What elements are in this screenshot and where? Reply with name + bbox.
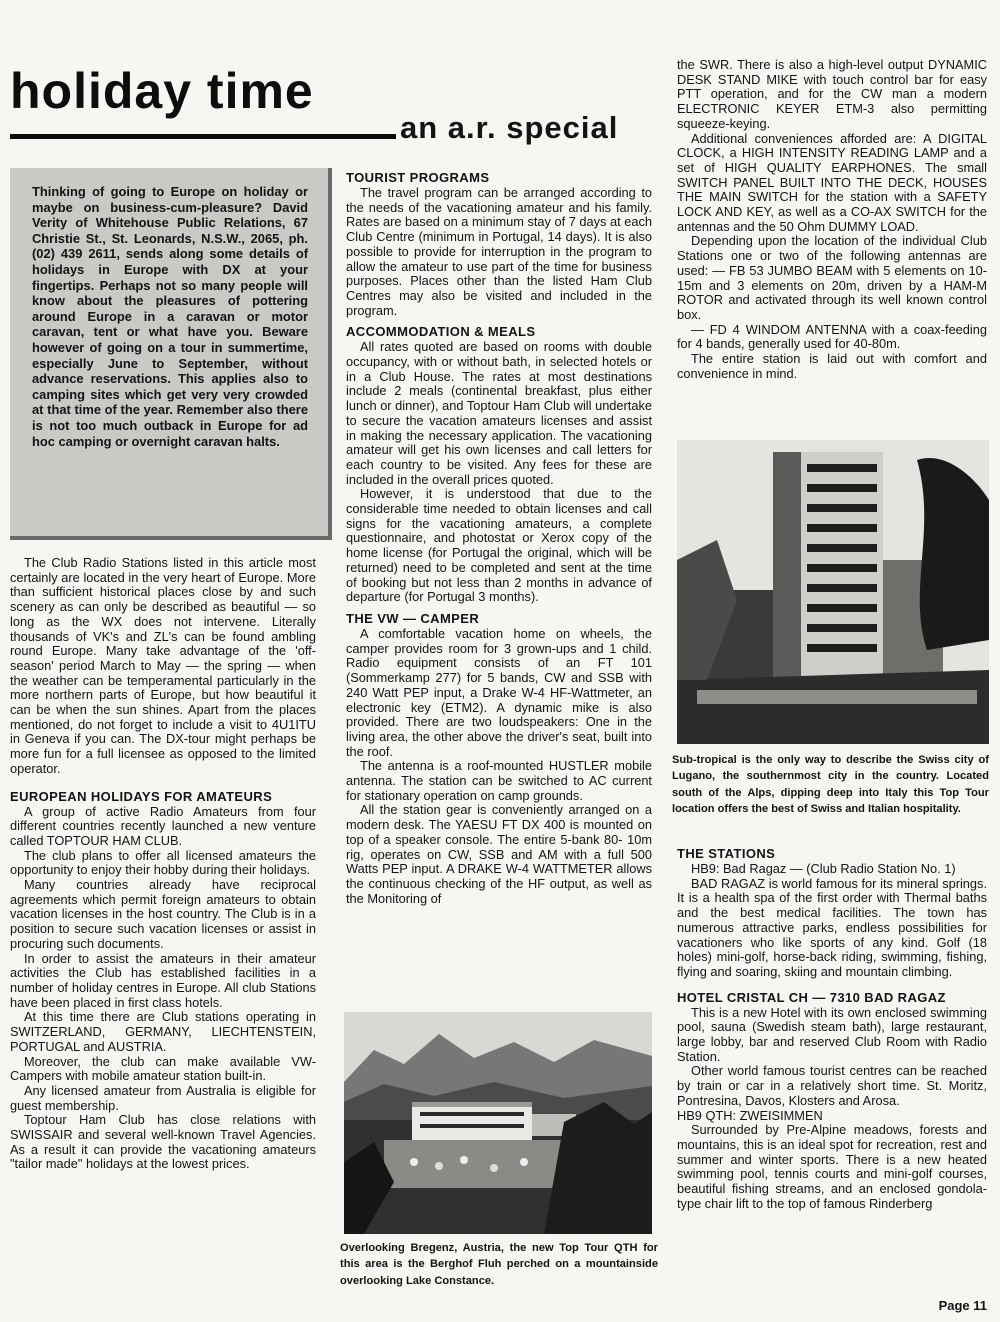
paragraph: However, it is understood that due to the considerable time needed to obtain licenses and call signs for the vacationing amateurs, a complete questionnaire, and photostat or Xerox copy of the home license (for Portugal the original, which will be returned) need to be completed and sent at the time of booking but not less than 2 months in advance of departure (for Portugal 3 months). [346,486,652,605]
paragraph: Additional conveniences afforded are: A DIGITAL CLOCK, a HIGH INTENSITY READING LAMP and a set of HIGH QUALITY EARPHONES. The small SWITCH PANEL BUILT INTO THE DECK, HOUSES THE MAIN SWITCH for the station with a SAFETY LOCK AND KEY, as well as a CO-AX SWITCH for the antennas and the 50 Ohm DUMMY LOAD. [677,130,987,234]
section-heading: THE STATIONS [677,846,776,861]
section-heading: EUROPEAN HOLIDAYS FOR AMATEURS [10,788,273,804]
paragraph: In order to assist the amateurs in their amateur activities the Club has established facilities in a number of holiday centres in Europe. All club Stations have been placed in first class hotels. [10,950,316,1010]
title-rule [10,134,396,139]
column-3-continued [677,846,987,1211]
paragraph: Other world famous tourist centres can be reached by train or car in a relatively short time. St. Moritz, Pontresina, Davos, Klosters and Arosa. [677,1063,987,1108]
paragraph: A group of active Radio Amateurs from four different countries recently launched a new venture called TOPTOUR HAM CLUB. [10,803,316,848]
column-2 [346,170,652,906]
paragraph: Surrounded by Pre-Alpine meadows, forests and mountains, this is an ideal spot for recreation, rest and summer and winter sports. There is a new heated swimming pool, tennis courts and mini-golf courses, beautiful fishing streams, and an enclosed gondola-type chair lift to the top of famous Rinderberg [677,1122,987,1211]
article-title: holiday time [10,63,314,119]
paragraph: — FD 4 WINDOM ANTENNA with a coax-feeding for 4 bands, generally used for 40-80m. [677,321,987,352]
paragraph: This is a new Hotel with its own enclosed swimming pool, sauna (Swedish steam bath), large restaurant, large lobby, bar and reserved Club Room with Radio Station. [677,1004,987,1064]
paragraph: Any licensed amateur from Australia is eligible for guest membership. [10,1082,316,1113]
column-1 [10,556,316,1172]
paragraph: The travel program can be arranged according to the needs of the vacationing amateur and his family. Rates are based on a minimum stay of 7 days at each Club Centre (minimum in Portugal, 14 days). It is also possible to provide for interruption in the program to allow the amateur to use part of the time for business purposes. Places other than the listed Ham Club Centres may also be visited and included in the program. [346,185,652,318]
page-number: Page 11 [938,1298,987,1313]
bregenz-photo-caption: Overlooking Bregenz, Austria, the new Top Tour QTH for this area is the Berghof Fluh perched on a mountainside overlooking Lake Constance. [340,1242,658,1287]
section-heading: TOURIST PROGRAMS [346,170,490,185]
intro-box [10,168,332,540]
paragraph: All rates quoted are based on rooms with double occupancy, with or without bath, in selected hotels or in a Club House. The rates at most destinations include 2 meals (continental breakfast, plus either lunch or dinner), and Toptour Ham Club will undertake to secure the vacation amateurs licenses and assist in making the necessary application. The vacationing amateur will get his own licenses and call letters for each country to be visited. Any fees for these are included in the overall prices quoted. [346,339,652,487]
paragraph: Many countries already have reciprocal agreements which permit foreign amateurs to obtain vacation licenses in the host country. The Club is in a position to secure such vacation licenses or assist in procuring such documents. [10,877,316,951]
paragraph: HB9: Bad Ragaz — (Club Radio Station No. 1) [691,861,956,876]
section-heading: HOTEL CRISTAL CH — 7310 BAD RAGAZ [677,989,946,1005]
paragraph: All the station gear is conveniently arranged on a modern desk. The YAESU FT DX 400 is mounted on top of a speaker console. The entire 5-bank 80- 10m rig, operates on CW, SSB and AM with a full 500 Watts PEP input. A DRAKE W-4 WATTMETER allows the continuous checking of the HF output, as well as the Monitoring of [346,802,652,906]
paragraph: Toptour Ham Club has close relations with SWISSAIR and several well-known Travel Agencies. As a result it can provide the vacationing amateurs "tailor made" holidays at the lowest prices. [10,1112,316,1172]
paragraph: The antenna is a roof-mounted HUSTLER mobile antenna. The station can be switched to AC current for stationary operation on camp grounds. [346,758,652,803]
paragraph: The entire station is laid out with comfort and convenience in mind. [677,351,987,381]
section-heading: THE VW — CAMPER [346,610,480,626]
paragraph: The Club Radio Stations listed in this article most certainly are located in the very heart of Europe. More than sufficient historical places close by and such scenery as can only be described as beautiful — so long as the WX does not intervene. Literally thousands of VK's and ZL's can be found ambling round Europe. Many take advantage of the 'off-season' period March to May — the spring — when the weather can be temperamental particularly in the more northern parts of Europe, but how beautiful it can be when the sun shines. Apart from the places mentioned, do not forget to include a visit to 4U1ITU in Geneva if you can. The DX-tour might perhaps be more fun for a full licensee as opposed to the limited operator. [10,555,316,776]
paragraph: At this time there are Club stations operating in SWITZERLAND, GERMANY, LIECHTENSTEIN, PORTUGAL and AUSTRIA. [10,1009,316,1054]
bregenz-hotel-photo [344,1012,652,1234]
column-3 [677,58,987,381]
lugano-photo-caption: Sub-tropical is the only way to describe the Swiss city of Lugano, the southernmost city in the country. Located south of the Alps, dipping deep into Italy this Top Tour location offers the best of Swiss and Italian hospitality. [672,754,989,816]
paragraph: The club plans to offer all licensed amateurs the opportunity to enjoy their hobby during their holidays. [10,847,316,878]
paragraph: Moreover, the club can make available VW-Campers with mobile amateur station built-in. [10,1053,316,1084]
article-subtitle: an a.r. special [400,110,619,145]
intro-text: Thinking of going to Europe on holiday or maybe on business-cum-pleasure? David Verity of Whitehouse Public Relations, 67 Christie St., St. Leonards, N.S.W., 2065, ph. (02) 439 2611, sends along some details of holidays in Europe with DX at your fingertips. Perhaps not so many people will know about the pleasures of pottering around Europe in a caravan or motor caravan, tent or what have you. Beware however of going on a tour in summertime, especially June to September, without advance reservations. This applies also to camping sites which get very very crowded at that time of the year. Remember also there is not too much outback in Europe for ad hoc camping or overnight caravan halts. [32,184,308,449]
section-heading: ACCOMMODATION & MEALS [346,324,536,340]
paragraph: the SWR. There is also a high-level output DYNAMIC DESK STAND MIKE with touch control bar for easy PTT operation, and for the CW man a modern ELECTRONIC KEYER ETM-3 also permitting squeeze-keying. [677,57,987,131]
lugano-hotel-photo [677,440,989,744]
paragraph: HB9 QTH: ZWEISIMMEN [677,1107,823,1123]
paragraph: Depending upon the location of the individual Club Stations one or two of the following antennas are used: — FB 53 JUMBO BEAM with 5 elements on 10-15m and 3 elements on 20m, driven by a HAM-M ROTOR and activated through its well known control box. [677,233,987,322]
paragraph: BAD RAGAZ is world famous for its mineral springs. It is a health spa of the first order with Thermal baths and the best medical facilities. The town has numerous attractive parks, endless possibilities for vacationers who like sports of any kind. Golf (18 holes) mini-golf, horse-back riding, swimming, fishing, flying and soaring, skiing and mountain climbing. [677,875,987,979]
paragraph: A comfortable vacation home on wheels, the camper provides room for 3 grown-ups and 1 child. Radio equipment consists of an FT 101 (Sommerkamp 277) for 5 bands, CW and SSB with 240 Watt PEP input, a Drake W-4 HF-Wattmeter, an electronic key (ETM2). A dynamic mike is also provided. There are two loudspeakers: One in the living area, the other above the driver's seat, built into the roof. [346,625,652,759]
